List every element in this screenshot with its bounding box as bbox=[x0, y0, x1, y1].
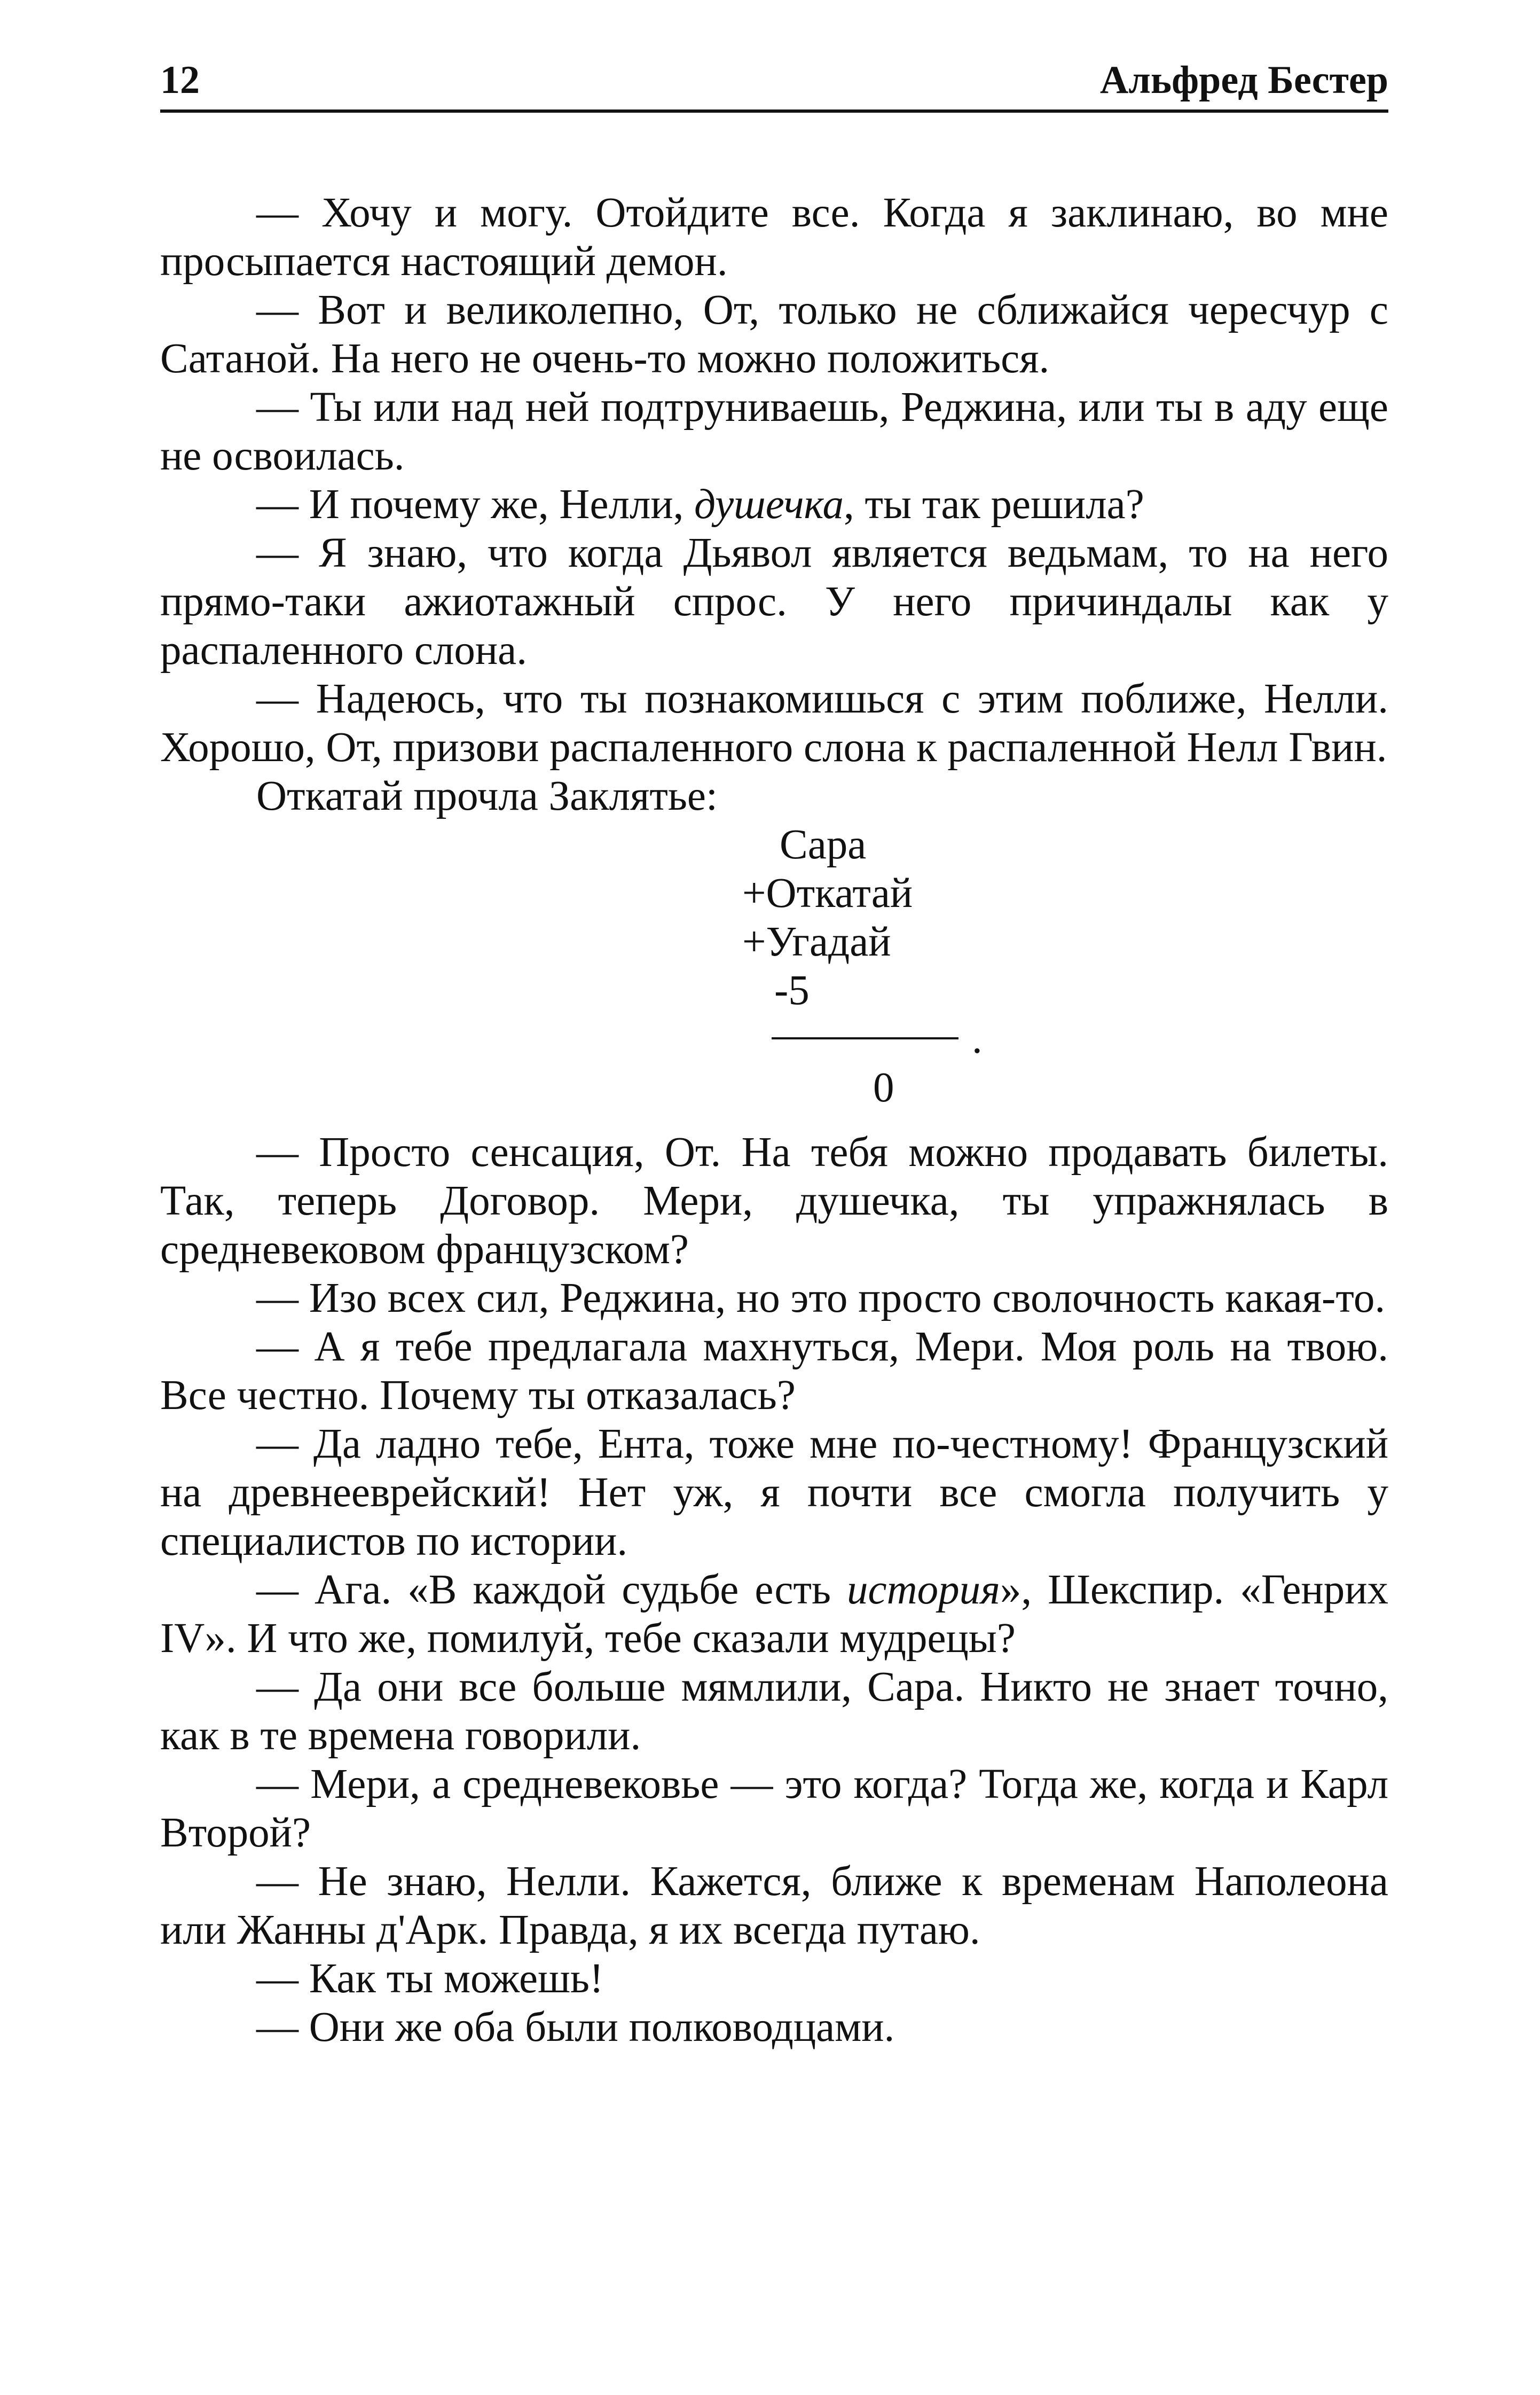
paragraph: — Хочу и могу. Отойдите все. Когда я заклинаю, во мне просыпается настоящий демон. bbox=[160, 190, 1388, 285]
paragraph: — Как ты можешь! bbox=[256, 1955, 604, 2002]
running-title: Альфред Бестер bbox=[1099, 58, 1388, 102]
paragraph: — Да они все больше мямлили, Сара. Никто не знает точно, как в те времена говорили. bbox=[160, 1664, 1388, 1759]
paragraph: — Не знаю, Нелли. Кажется, ближе к временам Наполеона или Жанны д'Арк. Правда, я их всегда путаю. bbox=[160, 1858, 1388, 1953]
spacer bbox=[160, 1112, 1388, 1128]
paragraph-text: — Ага. «В каждой судьбе есть bbox=[256, 1567, 847, 1613]
paragraph: — Мери, а средневековье — это когда? Тогда же, когда и Карл Второй? bbox=[160, 1761, 1388, 1856]
paragraph: — Вот и великолепно, От, только не сближайся чересчур с Сатаной. На него не очень-то можно положиться. bbox=[160, 287, 1388, 382]
page-number: 12 bbox=[160, 58, 200, 102]
paragraph: — Просто сенсация, От. На тебя можно продавать билеты. Так, теперь Договор. Мери, душечка, ты упражнялась в средневековом французском? bbox=[160, 1129, 1388, 1273]
paragraph bbox=[160, 480, 1388, 529]
paragraph-text: — И почему же, Нелли, bbox=[256, 481, 695, 528]
paragraph: — Они же оба были полководцами. bbox=[256, 2004, 895, 2050]
paragraph-text: », Шекспир. «Генрих IV». И что же, помилуй, тебе сказали мудрецы? bbox=[160, 1567, 1388, 1662]
formula-line: +Угадай bbox=[742, 919, 891, 965]
emphasis-text: история bbox=[847, 1567, 1000, 1613]
paragraph bbox=[160, 1566, 1388, 1663]
emphasis-text: душечка bbox=[694, 481, 844, 528]
spell-formula bbox=[721, 820, 1095, 1112]
body-text bbox=[160, 189, 1388, 2052]
formula-line: Сара bbox=[780, 821, 867, 868]
paragraph: — Я знаю, что когда Дьявол является ведьмам, то на него прямо-таки ажиотажный спрос. У него причиндалы как у распаленного слона. bbox=[160, 530, 1388, 674]
paragraph: — Да ладно тебе, Ента, тоже мне по-честному! Французский на древнееврейский! Нет уж, я почти все смогла получить у специалистов по истории. bbox=[160, 1421, 1388, 1564]
formula-line: -5 bbox=[774, 967, 810, 1014]
formula-dot: . bbox=[972, 1016, 983, 1062]
sum-line bbox=[772, 1037, 958, 1039]
paragraph: — Надеюсь, что ты познакомишься с этим поближе, Нелли. Хорошо, От, призови распаленного слона к распаленной Нелл Гвин. bbox=[160, 676, 1388, 771]
page-header bbox=[160, 51, 1388, 113]
book-page bbox=[160, 51, 1388, 2337]
paragraph: — А я тебе предлагала махнуться, Мери. Моя роль на твою. Все честно. Почему ты отказалась? bbox=[160, 1324, 1388, 1419]
paragraph: — Ты или над ней подтруниваешь, Реджина, или ты в аду еще не освоилась. bbox=[160, 384, 1388, 479]
formula-sum-rule bbox=[721, 1015, 1095, 1063]
formula-result: 0 bbox=[873, 1065, 894, 1111]
paragraph: — Изо всех сил, Реджина, но это просто сволочность какая-то. bbox=[256, 1275, 1386, 1321]
formula-line: +Откатай bbox=[742, 870, 913, 917]
paragraph-text: , ты так решила? bbox=[844, 481, 1144, 528]
paragraph: Откатай прочла Заклятье: bbox=[256, 773, 718, 819]
